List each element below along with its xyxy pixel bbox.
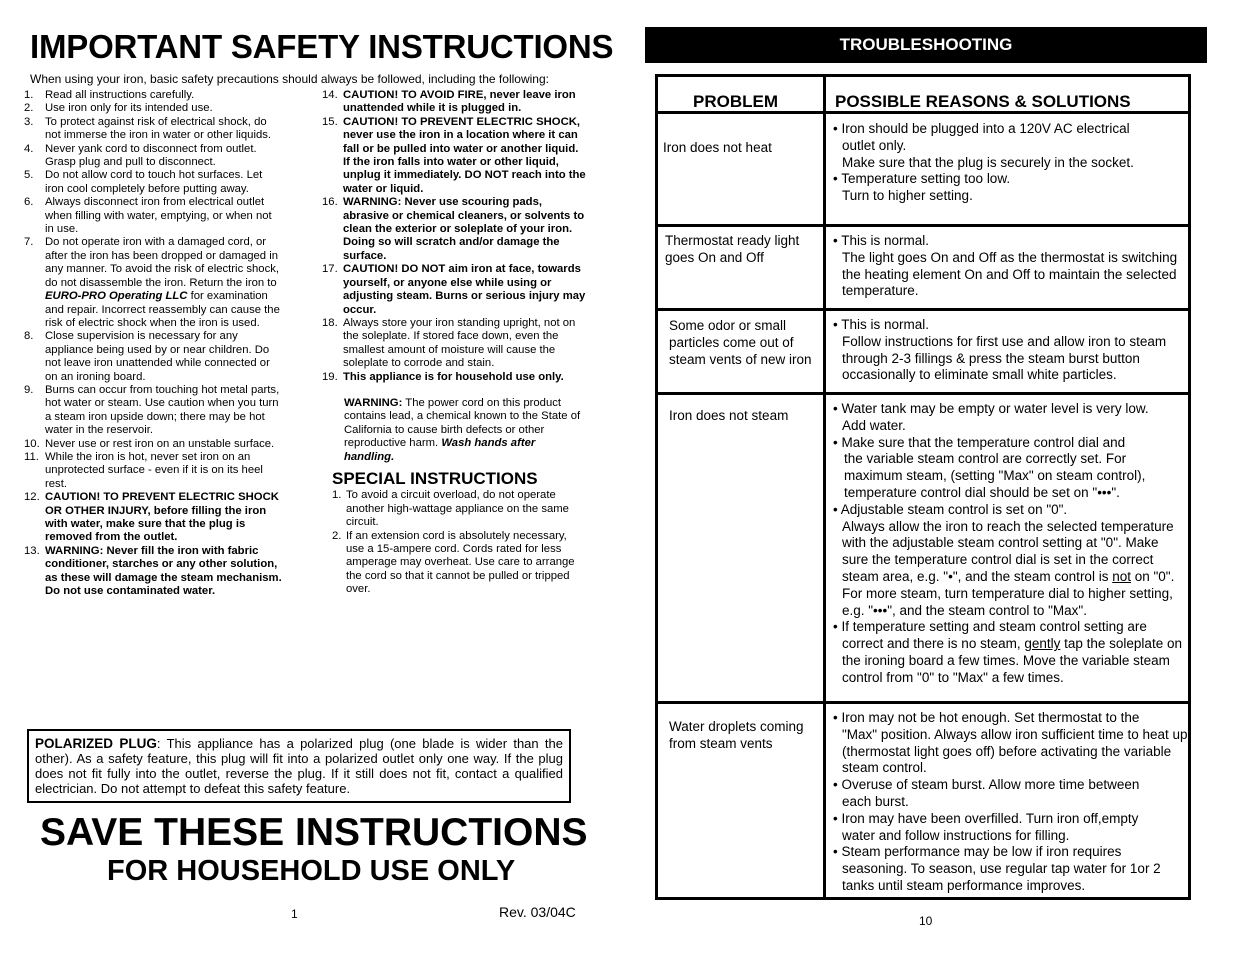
company-name: EURO-PRO Operating LLC: [45, 290, 188, 303]
problem-cell: Some odor or small particles come out of steam vents of new iron: [669, 318, 812, 367]
polarized-plug-box: POLARIZED PLUG: This appliance has a polarized plug (one blade is wider than the other). As a safety feature, this plug will fit into a polarized outlet only one way. If the plug does not fit fully into the outlet, reverse the plug. If it still does not fit, contact a qualified electrician. Do not attempt to defeat this safety feature.: [27, 729, 571, 803]
list-item: 3. To protect against risk of electrical shock, do not immerse the iron in water or other liquids.: [24, 115, 272, 142]
list-item: 6. Always disconnect iron from electrical outlet when filling with water, emptying, or when not in use.: [24, 196, 272, 236]
list-item: 7. Do not operate iron with a damaged cord, or after the iron has been dropped or damaged in any manner. To avoid the risk of electric shock, do not disassemble the iron. Return the iron to EURO-PRO Operating LLC for examination and repair. Incorrect reassembly can cause the risk of electric shock when the iron is used.: [24, 236, 280, 329]
row-divider: [658, 224, 1188, 227]
safety-list-column-2: [322, 89, 588, 597]
safety-list-column-1: [24, 89, 282, 598]
list-item: 18. Always store your iron standing upright, not on the soleplate. If stored face down, even the smallest amount of moisture will cause the soleplate to corrode and stain.: [322, 316, 576, 370]
problem-cell: Water droplets coming from steam vents: [669, 719, 804, 751]
household-use-heading: FOR HOUSEHOLD USE ONLY: [107, 855, 516, 887]
list-item: 14. CAUTION! TO AVOID FIRE, never leave iron unattended while it is plugged in.: [322, 89, 576, 115]
page-number: 1: [291, 907, 298, 921]
list-item: 13. WARNING: Never fill the iron with fabric conditioner, starches or any other solution, as these will damage the steam mechanism. Do not use contaminated water.: [24, 544, 282, 598]
solution-column-header: POSSIBLE REASONS & SOLUTIONS: [835, 92, 1131, 111]
list-item: 12. CAUTION! TO PREVENT ELECTRIC SHOCK OR OTHER INJURY, before filling the iron with water, make sure that the plug is removed from the outlet.: [24, 491, 279, 544]
save-instructions-heading: SAVE THESE INSTRUCTIONS: [40, 811, 588, 854]
problem-cell: Iron does not steam: [669, 408, 789, 423]
special-instructions-heading: SPECIAL INSTRUCTIONS: [332, 468, 538, 488]
list-item: 9. Burns can occur from touching hot metal parts, hot water or steam. Use caution when you turn a steam iron upside down; there may be hot water in the reservoir.: [24, 383, 280, 437]
list-item: 17. CAUTION! DO NOT aim iron at face, towards yourself, or anyone else while using or adjusting steam. Burns or serious injury may occur.: [322, 263, 586, 316]
list-item: 1. Read all instructions carefully.: [24, 89, 195, 101]
troubleshooting-title-bar: TROUBLESHOOTING: [645, 27, 1207, 63]
solution-cell: • This is normal. The light goes On and Off as the thermostat is switching the heating element On and Off to maintain the selected temperature.: [833, 233, 1178, 299]
list-item: 16. WARNING: Never use scouring pads, abrasive or chemical cleaners, or solvents to clean the exterior or soleplate of your iron. Doing so will scratch and/or damage the surface.: [322, 196, 585, 262]
safety-title: IMPORTANT SAFETY INSTRUCTIONS: [30, 28, 614, 65]
list-item: 11. While the iron is hot, never set iron on an unprotected surface - even if it is on its heel rest.: [24, 450, 263, 490]
row-divider: [658, 308, 1188, 311]
troubleshooting-table: [655, 74, 1191, 900]
list-item: 2. Use iron only for its intended use.: [24, 102, 213, 115]
list-item: 10. Never use or rest iron on an unstable surface.: [24, 437, 275, 450]
list-item: 1. To avoid a circuit overload, do not operate another high-wattage appliance on the same circuit.: [332, 489, 569, 529]
solution-cell: • Iron should be plugged into a 120V AC electrical outlet only. Make sure that the plug is securely in the socket. • Temperature setting too low. Turn to higher setting.: [833, 121, 1134, 204]
revision-label: Rev. 03/04C: [499, 904, 576, 920]
problem-column-header: PROBLEM: [693, 92, 778, 111]
solution-cell: • Water tank may be empty or water level is very low. Add water. • Make sure that the temperature control dial and the variable steam control are correctly set. For maximum steam, (setting "Max" on steam control), temperature control dial should be set on "•••". • Adjustable steam control is set on "0". Always allow the iron to reach the selected temperature with the adjustable steam control setting at "0". Make sure the temperature control dial is set in the correct steam area, e.g. "•", and the steam control is not on "0". For more steam, turn temperature dial to higher setting, e.g. "•••", and the steam control to "Max". • If temperature setting and steam control setting are correct and there is no steam, gently tap the soleplate on the ironing board a few times. Move the variable steam control from "0" to "Max" a few times.: [833, 401, 1182, 685]
list-item: 2. If an extension cord is absolutely necessary, use a 15-ampere cord. Cords rated for less amperage may overheat. Use care to arrange the cord so that it cannot be pulled or tripped over.: [332, 529, 575, 596]
lead-warning: WARNING: The power cord on this product contains lead, a chemical known to the State of California to cause birth defects or other reproductive harm. Wash hands after handling.: [344, 396, 581, 463]
problem-cell: Iron does not heat: [663, 140, 772, 155]
row-divider: [658, 701, 1188, 704]
safety-intro: When using your iron, basic safety precautions should always be followed, including the following:: [30, 72, 549, 86]
page-number: 10: [919, 914, 933, 928]
list-item: 5. Do not allow cord to touch hot surfaces. Let iron cool completely before putting away.: [24, 169, 263, 195]
list-item: 15. CAUTION! TO PREVENT ELECTRIC SHOCK, never use the iron in a location where it can fall or be pulled into water or another liquid. If the iron falls into water or other liquid, unplug it immediately. DO NOT reach into the water or liquid.: [322, 115, 586, 195]
list-item: 19. This appliance is for household use only.: [322, 370, 564, 383]
solution-cell: • Iron may not be hot enough. Set thermostat to the "Max" position. Always allow iron sufficient time to heat up (thermostat light goes off) before activating the variable steam control. • Overuse of steam burst. Allow more time between each burst. • Iron may have been overfilled. Turn iron off,empty water and follow instructions for filling. • Steam performance may be low if iron requires seasoning. To season, use regular tap water for 1or 2 tanks until steam performance improves.: [833, 710, 1188, 893]
solution-cell: • This is normal. Follow instructions for first use and allow iron to steam through 2-3 fillings & press the steam burst button occasionally to eliminate small white particles.: [833, 317, 1167, 383]
column-divider: [823, 77, 826, 897]
list-item: 8. Close supervision is necessary for any appliance being used by or near children. Do not leave iron unattended while connected or on an ironing board.: [24, 330, 270, 383]
row-divider: [658, 392, 1188, 395]
list-item: 4. Never yank cord to disconnect from outlet. Grasp plug and pull to disconnect.: [24, 142, 257, 169]
problem-cell: Thermostat ready light goes On and Off: [665, 233, 800, 265]
